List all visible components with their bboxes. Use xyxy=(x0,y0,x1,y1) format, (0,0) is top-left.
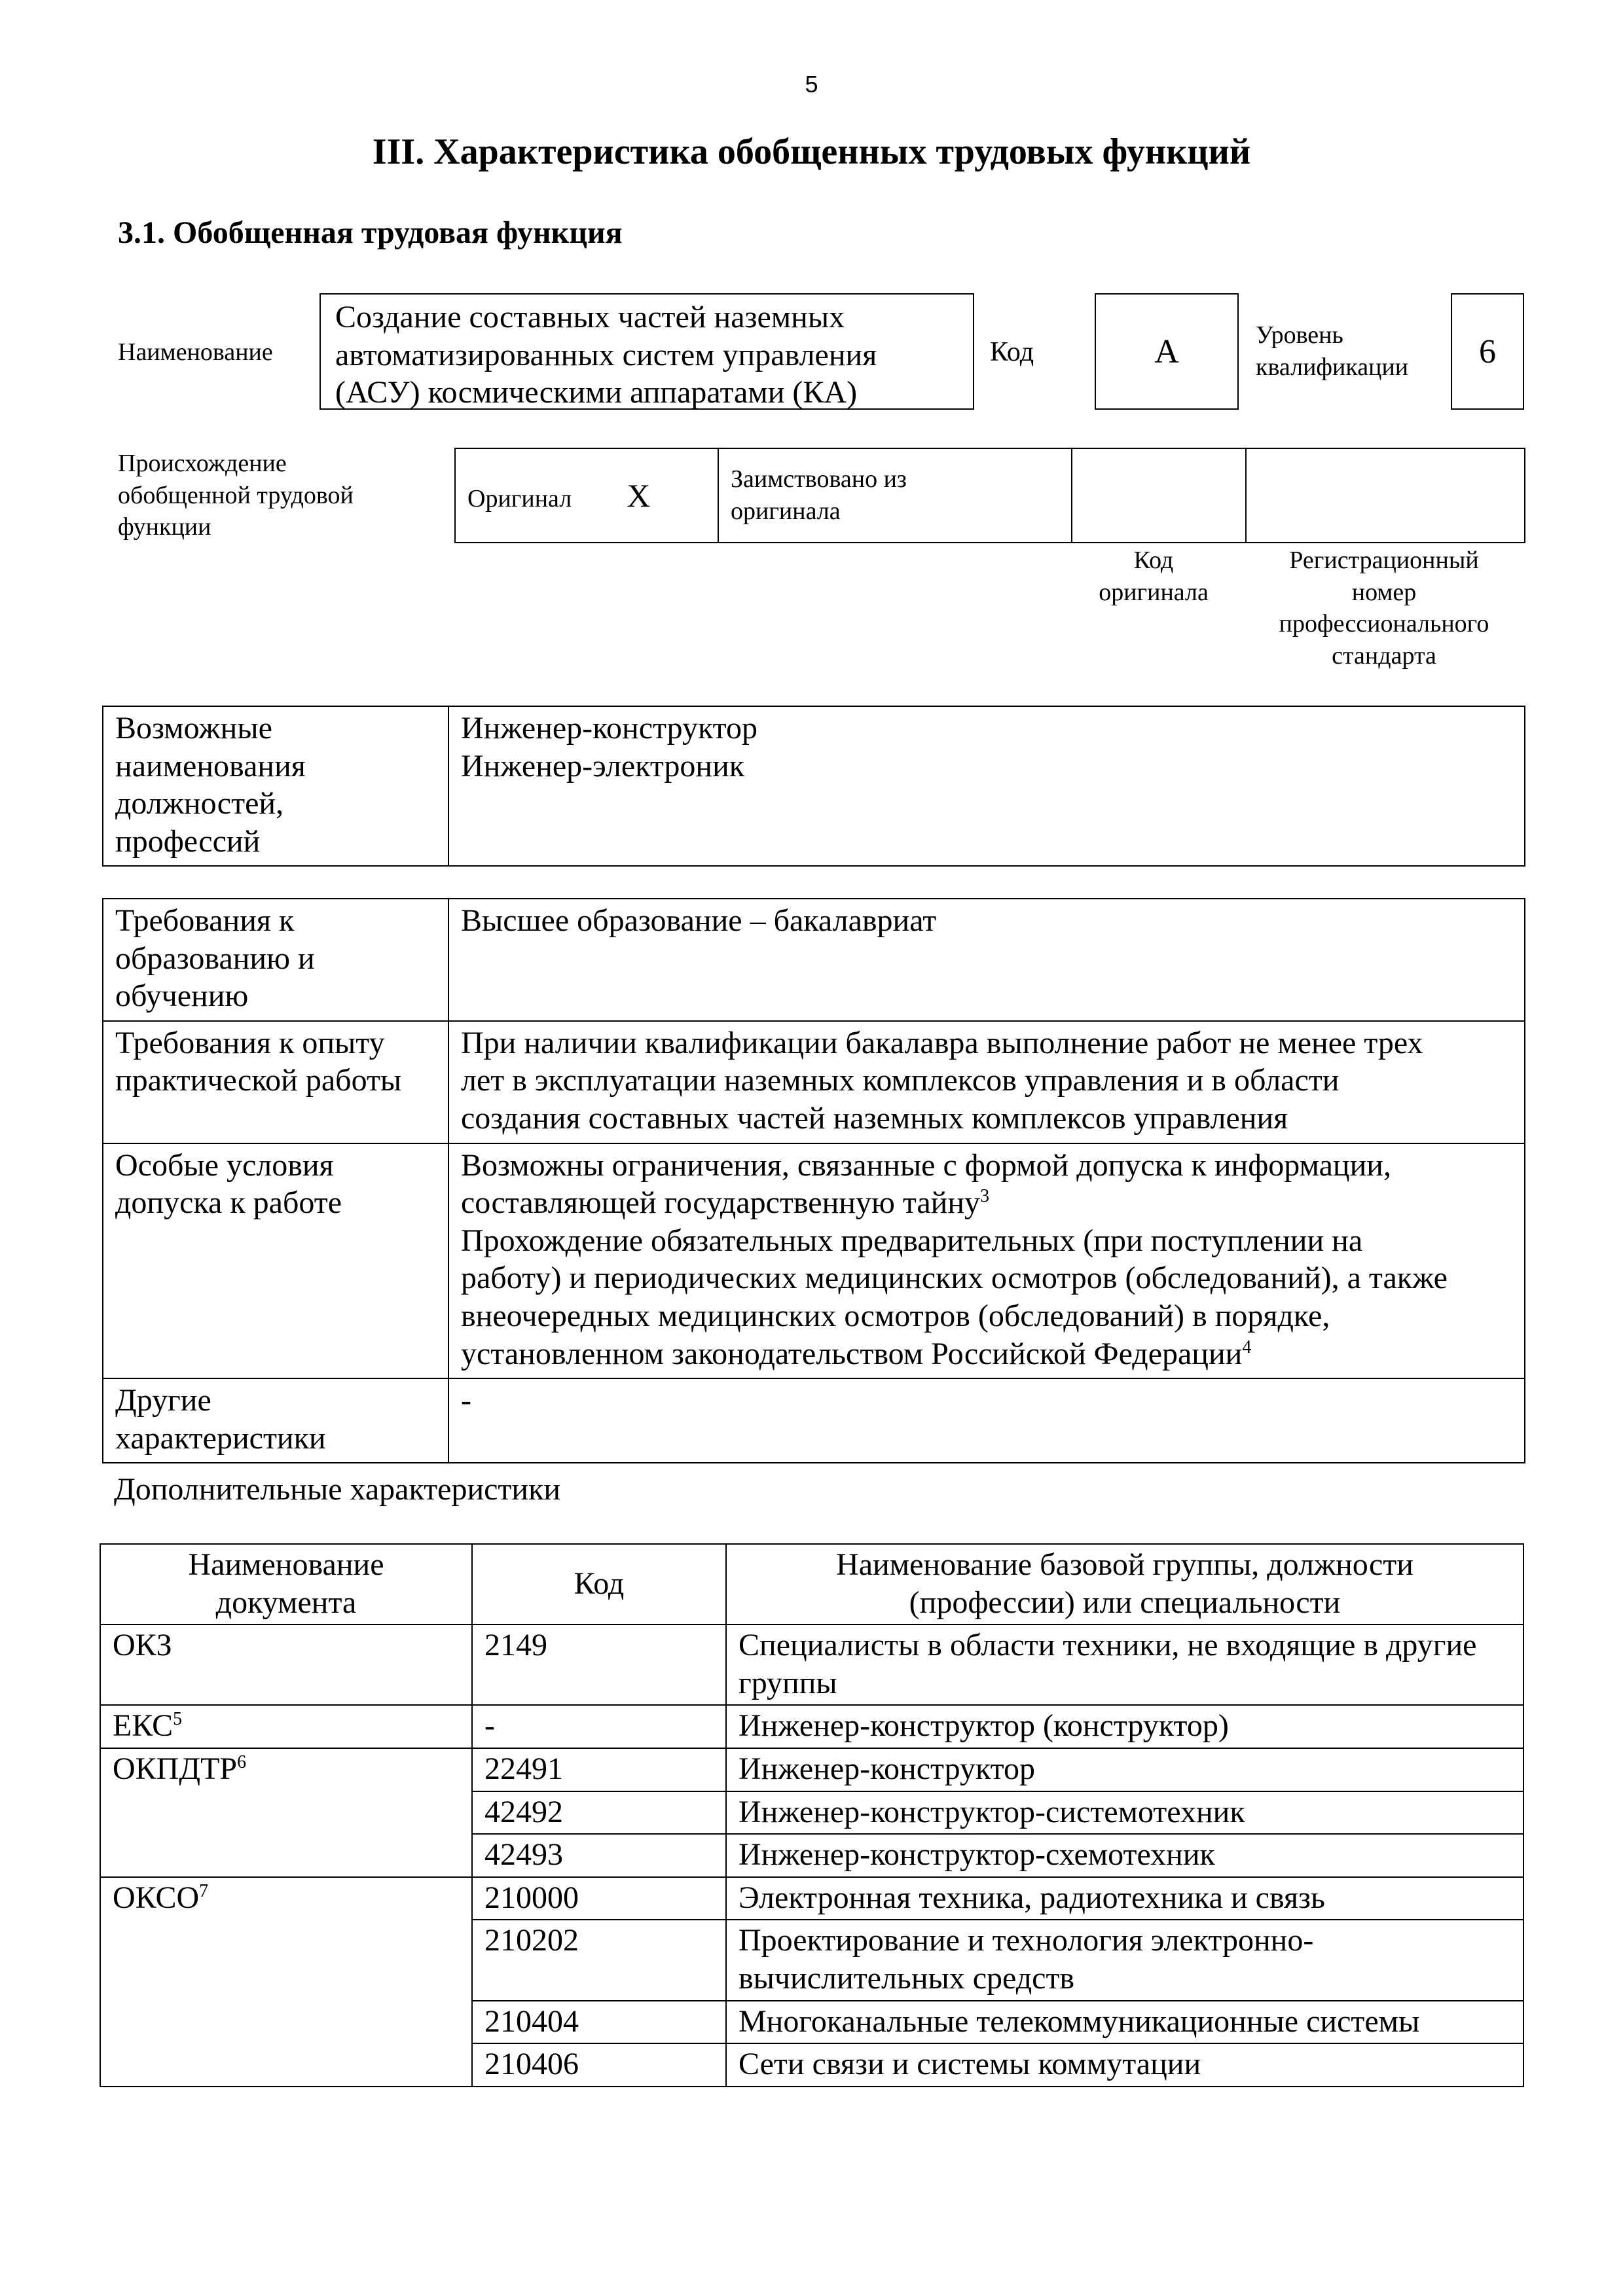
code-cell: 22491 xyxy=(472,1748,726,1791)
name-line: Инженер-конструктор-системотехник xyxy=(739,1794,1245,1829)
requirement-text-line: Прохождение обязательных предварительных (при поступлении на xyxy=(461,1223,1363,1258)
function-name-line: (АСУ) космическими аппаратами (КА) xyxy=(335,375,858,410)
requirement-label xyxy=(103,1378,448,1463)
name-cell xyxy=(726,1748,1523,1791)
doc-name: ОКПДТР xyxy=(113,1751,238,1786)
borrowed-label-line: оригинала xyxy=(731,497,841,525)
requirement-label xyxy=(103,899,448,1021)
table-row xyxy=(100,1705,1523,1748)
header-line: Наименование базовой группы, должности xyxy=(836,1547,1413,1582)
name-line: Сети связи и системы коммутации xyxy=(739,2047,1201,2082)
requirement-text-line: внеочередных медицинских осмотров (обследований) в порядке, xyxy=(461,1298,1330,1333)
name-cell xyxy=(726,1877,1523,1920)
header-document xyxy=(100,1544,472,1624)
table-row xyxy=(100,1624,1523,1705)
doc-cell xyxy=(100,1705,472,1748)
footnote-ref: 7 xyxy=(199,1880,209,1901)
requirement-row-admission xyxy=(103,1143,1525,1379)
function-name-line: автоматизированных систем управления xyxy=(335,337,877,372)
origin-label xyxy=(118,448,354,543)
original-label: Оригинал xyxy=(467,484,572,512)
name-cell xyxy=(726,2043,1523,2087)
requirement-label-line: допуска к работе xyxy=(115,1185,342,1221)
function-name-box xyxy=(319,293,974,410)
caption-line: профессионального xyxy=(1279,610,1489,638)
function-name-label: Наименование xyxy=(118,338,273,366)
name-line: Специалисты в области техники, не входящие в другие xyxy=(739,1628,1477,1663)
registration-number-cell xyxy=(1246,448,1525,543)
table-row xyxy=(100,1877,1523,1920)
positions-value-cell xyxy=(448,706,1525,866)
registration-number-caption xyxy=(1247,545,1522,672)
caption-line: оригинала xyxy=(1099,578,1209,606)
footnote-ref: 6 xyxy=(237,1751,247,1772)
requirement-label-line: Другие xyxy=(115,1383,211,1418)
origin-table xyxy=(454,448,1525,543)
footnote-ref: 4 xyxy=(1242,1336,1252,1357)
requirement-text xyxy=(448,1378,1525,1463)
requirement-row-experience xyxy=(103,1021,1525,1143)
code-cell: 210406 xyxy=(472,2043,726,2087)
requirement-text-line: работу) и периодических медицинских осмотров (обследований), а также xyxy=(461,1261,1448,1296)
subsection-title: 3.1. Обобщенная трудовая функция xyxy=(118,215,623,250)
requirement-label-line: практической работы xyxy=(115,1063,402,1098)
origin-label-line: Происхождение xyxy=(118,450,287,477)
name-line: Проектирование и технология электронно- xyxy=(739,1923,1314,1958)
code-cell: 42492 xyxy=(472,1791,726,1835)
doc-cell xyxy=(100,1877,472,2087)
code-cell: 210404 xyxy=(472,2001,726,2044)
header-line: (профессии) или специальности xyxy=(909,1585,1341,1620)
positions-label-line: Возможные xyxy=(115,711,272,745)
qualification-level-box: 6 xyxy=(1451,293,1524,410)
name-line: вычислительных средств xyxy=(739,1960,1075,1996)
qualification-level-label xyxy=(1256,319,1408,383)
requirement-text-line: Высшее образование – бакалавриат xyxy=(461,903,937,938)
qualification-level-label-line: Уровень xyxy=(1256,321,1343,349)
header-line: Наименование xyxy=(188,1547,384,1582)
original-mark: X xyxy=(627,476,651,514)
requirement-label-line: обучению xyxy=(115,978,249,1014)
requirement-label xyxy=(103,1143,448,1379)
requirement-text-segment: составляющей государственную тайну xyxy=(461,1185,981,1221)
name-line: Инженер-конструктор-схемотехник xyxy=(739,1837,1215,1873)
footnote-ref: 5 xyxy=(173,1709,183,1730)
caption-line: Код xyxy=(1133,547,1174,574)
requirement-text-line: При наличии квалификации бакалавра выполнение работ не менее трех xyxy=(461,1025,1423,1060)
page-number: 5 xyxy=(805,71,818,98)
name-line: Многоканальные телекоммуникационные системы xyxy=(739,2003,1420,2039)
requirement-text-line xyxy=(461,1184,1512,1222)
requirement-label-line: образованию и xyxy=(115,941,315,976)
positions-label-line: профессий xyxy=(115,823,261,859)
requirement-label xyxy=(103,1021,448,1143)
original-code-cell xyxy=(1072,448,1246,543)
original-code-caption xyxy=(1062,545,1245,608)
doc-cell xyxy=(100,1624,472,1705)
caption-line: Регистрационный xyxy=(1289,547,1479,574)
requirement-text-line: - xyxy=(461,1383,471,1418)
table-row xyxy=(100,1748,1523,1791)
function-name-line: Создание составных частей наземных xyxy=(335,300,845,334)
positions-table xyxy=(102,706,1525,867)
code-cell: 210202 xyxy=(472,1920,726,2000)
name-cell xyxy=(726,1834,1523,1877)
footnote-ref: 3 xyxy=(980,1186,990,1207)
requirement-label-line: Особые условия xyxy=(115,1147,334,1183)
doc-name: ОКСО xyxy=(113,1880,200,1915)
borrowed-label-line: Заимствовано из xyxy=(731,465,907,493)
function-code-box: A xyxy=(1095,293,1239,410)
name-cell xyxy=(726,1624,1523,1705)
name-cell xyxy=(726,1705,1523,1748)
code-cell: 2149 xyxy=(472,1624,726,1705)
doc-cell xyxy=(100,1748,472,1877)
original-cell xyxy=(455,448,718,543)
name-line: Инженер-конструктор xyxy=(739,1751,1035,1786)
requirement-text xyxy=(448,899,1525,1021)
requirement-text-segment: установленном законодательством Российской Федерации xyxy=(461,1336,1243,1371)
header-code xyxy=(472,1544,726,1624)
doc-name: ЕКС xyxy=(113,1708,173,1744)
name-cell xyxy=(726,1920,1523,2000)
function-code-label: Код xyxy=(990,337,1034,367)
requirement-label-line: Требования к опыту xyxy=(115,1025,385,1060)
doc-name: ОКЗ xyxy=(113,1628,172,1663)
position-item: Инженер-конструктор xyxy=(461,711,757,745)
name-cell xyxy=(726,2001,1523,2044)
requirement-text xyxy=(448,1143,1525,1379)
requirement-text-line: Возможны ограничения, связанные с формой допуска к информации, xyxy=(461,1147,1391,1183)
code-cell: 42493 xyxy=(472,1834,726,1877)
code-cell: 210000 xyxy=(472,1877,726,1920)
header-name xyxy=(726,1544,1523,1624)
qualification-level-label-line: квалификации xyxy=(1256,353,1409,381)
name-line: группы xyxy=(739,1665,837,1700)
requirement-text-line: лет в эксплуатации наземных комплексов управления и в области xyxy=(461,1063,1340,1098)
requirement-row-other xyxy=(103,1378,1525,1463)
positions-label-line: должностей, xyxy=(115,786,284,821)
name-cell xyxy=(726,1791,1523,1835)
section-title: III. Характеристика обобщенных трудовых функций xyxy=(372,132,1251,172)
header-line: документа xyxy=(215,1585,357,1620)
header-line: Код xyxy=(574,1566,625,1601)
origin-label-line: функции xyxy=(118,513,211,541)
additional-characteristics-table xyxy=(100,1543,1524,2087)
positions-label-line: наименования xyxy=(115,748,306,783)
name-line: Инженер-конструктор (конструктор) xyxy=(739,1708,1229,1744)
caption-line: стандарта xyxy=(1332,641,1436,670)
additional-characteristics-title: Дополнительные характеристики xyxy=(114,1472,561,1507)
requirement-row-education xyxy=(103,899,1525,1021)
borrowed-cell xyxy=(718,448,1072,543)
code-cell: - xyxy=(472,1705,726,1748)
origin-label-line: обобщенной трудовой xyxy=(118,481,354,509)
requirements-table xyxy=(102,898,1525,1463)
requirement-text-line: создания составных частей наземных комплексов управления xyxy=(461,1100,1288,1136)
requirement-label-line: характеристики xyxy=(115,1420,326,1456)
caption-line: номер xyxy=(1351,578,1417,606)
name-line: Электронная техника, радиотехника и связь xyxy=(739,1880,1325,1915)
position-item: Инженер-электроник xyxy=(461,748,745,783)
requirement-text xyxy=(448,1021,1525,1143)
positions-label-cell xyxy=(103,706,448,866)
requirement-label-line: Требования к xyxy=(115,903,295,938)
requirement-text-line xyxy=(461,1335,1512,1373)
